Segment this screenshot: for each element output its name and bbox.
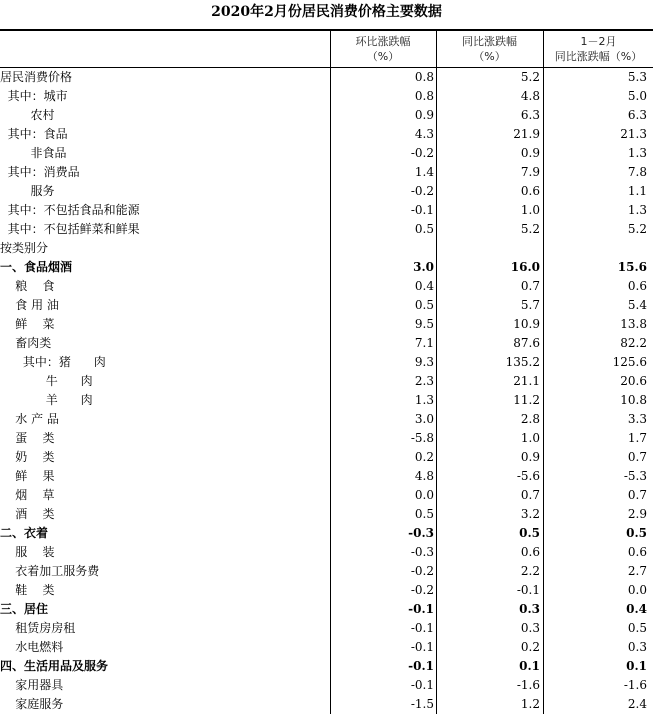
row-mom-value: 2.3 — [414, 374, 434, 388]
row-mom-value: 9.3 — [414, 355, 434, 369]
row-mom-value: 0.9 — [414, 108, 434, 122]
row-mom-value: -5.8 — [410, 431, 434, 445]
row-mom-value: 0.2 — [414, 450, 434, 464]
row-yoy-value: 4.8 — [520, 89, 540, 103]
row-yoy-value: 10.9 — [513, 317, 540, 331]
row-mom-value: 1.4 — [414, 165, 434, 179]
row-yoy-value: 1.2 — [520, 697, 540, 711]
table-row — [0, 410, 653, 429]
row-label: 服 装 — [0, 545, 55, 559]
table-row — [0, 562, 653, 581]
header-mom-line2: （%） — [366, 50, 400, 63]
row-label: 鲜 菜 — [0, 317, 55, 331]
row-label: 一、食品烟酒 — [0, 260, 73, 274]
row-label: 其中：食品 — [0, 127, 68, 141]
row-ytd-value: 0.5 — [626, 526, 647, 540]
page-title: 2020年2月份居民消费价格主要数据 — [211, 4, 442, 20]
table-row — [0, 581, 653, 600]
table-row — [0, 695, 653, 714]
row-ytd-value: 21.3 — [620, 127, 647, 141]
row-yoy-value: 21.9 — [513, 127, 540, 141]
row-yoy-value: 87.6 — [513, 336, 540, 350]
row-mom-value: -1.5 — [410, 697, 434, 711]
row-ytd-value: 13.8 — [620, 317, 647, 331]
row-mom-value: -0.1 — [410, 203, 434, 217]
row-label: 家用器具 — [0, 678, 64, 692]
row-ytd-value: 20.6 — [620, 374, 647, 388]
table-row — [0, 372, 653, 391]
row-ytd-value: 5.3 — [627, 70, 647, 84]
table-row — [0, 125, 653, 144]
row-label: 按类别分 — [0, 241, 49, 255]
row-ytd-value: 10.8 — [620, 393, 647, 407]
row-yoy-value: 5.2 — [520, 222, 540, 236]
row-label: 其中：不包括鲜菜和鲜果 — [0, 222, 140, 236]
table-row — [0, 106, 653, 125]
row-label: 租赁房房租 — [0, 621, 76, 635]
table-header — [0, 31, 653, 68]
table-row — [0, 600, 653, 619]
table-row — [0, 543, 653, 562]
row-ytd-value: 2.7 — [627, 564, 647, 578]
row-label: 奶 类 — [0, 450, 55, 464]
row-mom-value: -0.3 — [408, 526, 434, 540]
table-row — [0, 524, 653, 543]
row-label: 鲜 果 — [0, 469, 55, 483]
row-yoy-value: 6.3 — [520, 108, 540, 122]
row-yoy-value: -0.1 — [516, 583, 540, 597]
row-yoy-value: 0.7 — [520, 488, 540, 502]
row-ytd-value: 3.3 — [627, 412, 647, 426]
row-mom-value: 4.8 — [414, 469, 434, 483]
row-mom-value: -0.3 — [410, 545, 434, 559]
row-label: 居民消费价格 — [0, 70, 73, 84]
row-ytd-value: 2.9 — [627, 507, 647, 521]
cpi-table — [0, 29, 653, 714]
row-label: 非食品 — [0, 146, 67, 160]
row-label: 水 产 品 — [0, 412, 59, 426]
row-ytd-value: 15.6 — [617, 260, 647, 274]
row-ytd-value: -5.3 — [623, 469, 647, 483]
row-yoy-value: 0.9 — [520, 146, 540, 160]
table-row — [0, 448, 653, 467]
row-yoy-value: 21.1 — [513, 374, 540, 388]
row-yoy-value: 0.7 — [520, 279, 540, 293]
row-ytd-value: 0.7 — [627, 488, 647, 502]
table-row — [0, 315, 653, 334]
row-mom-value: -0.1 — [410, 621, 434, 635]
table-row — [0, 638, 653, 657]
table-row — [0, 486, 653, 505]
row-label: 蛋 类 — [0, 431, 55, 445]
row-label: 食 用 油 — [0, 298, 59, 312]
row-mom-value: -0.1 — [408, 602, 434, 616]
table-row — [0, 239, 653, 258]
row-ytd-value: 0.4 — [626, 602, 647, 616]
table-row — [0, 144, 653, 163]
row-label: 农村 — [0, 108, 55, 122]
row-mom-value: -0.2 — [410, 146, 434, 160]
row-mom-value: -0.2 — [410, 564, 434, 578]
table-row — [0, 353, 653, 372]
row-mom-value: 0.8 — [414, 89, 434, 103]
table-row — [0, 87, 653, 106]
row-label: 家庭服务 — [0, 697, 64, 711]
row-ytd-value: 5.0 — [627, 89, 647, 103]
header-mom — [331, 34, 435, 64]
row-yoy-value: -1.6 — [516, 678, 540, 692]
row-yoy-value: 1.0 — [520, 431, 540, 445]
row-ytd-value: 2.4 — [627, 697, 647, 711]
header-yoy-line2: （%） — [473, 50, 506, 63]
row-yoy-value: 0.3 — [520, 621, 540, 635]
row-ytd-value: 5.4 — [627, 298, 647, 312]
table-row — [0, 676, 653, 695]
row-ytd-value: 0.5 — [627, 621, 647, 635]
table-row — [0, 182, 653, 201]
table-row — [0, 68, 653, 87]
row-yoy-value: -5.6 — [516, 469, 540, 483]
row-mom-value: 0.5 — [414, 507, 434, 521]
row-label: 衣着加工服务费 — [0, 564, 100, 578]
row-ytd-value: 0.6 — [627, 279, 647, 293]
row-label: 三、居住 — [0, 602, 49, 616]
row-yoy-value: 5.2 — [520, 70, 540, 84]
row-mom-value: -0.1 — [410, 640, 434, 654]
row-label: 其中：不包括食品和能源 — [0, 203, 140, 217]
row-mom-value: 9.5 — [414, 317, 434, 331]
table-row — [0, 163, 653, 182]
row-label: 烟 草 — [0, 488, 55, 502]
row-mom-value: 0.4 — [414, 279, 434, 293]
header-yoy-line1: 同比涨跌幅 — [462, 35, 517, 48]
row-yoy-value: 3.2 — [520, 507, 540, 521]
row-yoy-value: 0.5 — [519, 526, 540, 540]
row-ytd-value: 7.8 — [627, 165, 647, 179]
row-ytd-value: 1.1 — [627, 184, 647, 198]
row-label: 其中：消费品 — [0, 165, 80, 179]
row-yoy-value: 135.2 — [505, 355, 540, 369]
table-body — [0, 68, 653, 714]
row-yoy-value: 16.0 — [510, 260, 540, 274]
row-yoy-value: 7.9 — [520, 165, 540, 179]
header-ytd-line1: 1－2月 — [580, 35, 617, 48]
row-ytd-value: 0.0 — [627, 583, 647, 597]
row-ytd-value: 0.6 — [627, 545, 647, 559]
table-row — [0, 201, 653, 220]
row-mom-value: 0.5 — [414, 298, 434, 312]
table-row — [0, 258, 653, 277]
row-yoy-value: 0.6 — [520, 184, 540, 198]
row-mom-value: -0.2 — [410, 184, 434, 198]
table-row — [0, 296, 653, 315]
row-mom-value: -0.1 — [410, 678, 434, 692]
row-ytd-value: 5.2 — [627, 222, 647, 236]
header-ytd-line2: 同比涨跌幅（%） — [554, 50, 643, 63]
row-yoy-value: 2.2 — [520, 564, 540, 578]
row-ytd-value: 0.7 — [627, 450, 647, 464]
row-mom-value: 3.0 — [414, 412, 434, 426]
row-yoy-value: 0.2 — [520, 640, 540, 654]
table-row — [0, 429, 653, 448]
row-mom-value: 0.0 — [414, 488, 434, 502]
row-label: 服务 — [0, 184, 55, 198]
row-mom-value: -0.2 — [410, 583, 434, 597]
row-label: 水电燃料 — [0, 640, 64, 654]
table-row — [0, 391, 653, 410]
row-yoy-value: 1.0 — [520, 203, 540, 217]
row-ytd-value: 0.3 — [627, 640, 647, 654]
header-ytd — [544, 34, 653, 64]
row-yoy-value: 0.6 — [520, 545, 540, 559]
row-yoy-value: 11.2 — [513, 393, 540, 407]
row-label: 牛 肉 — [0, 374, 93, 388]
table-row — [0, 467, 653, 486]
row-yoy-value: 0.3 — [519, 602, 540, 616]
header-yoy — [437, 34, 542, 64]
row-ytd-value: 1.3 — [627, 146, 647, 160]
row-mom-value: 0.8 — [414, 70, 434, 84]
table-row — [0, 619, 653, 638]
row-label: 酒 类 — [0, 507, 55, 521]
row-label: 鞋 类 — [0, 583, 55, 597]
row-label: 二、衣着 — [0, 526, 49, 540]
row-ytd-value: 125.6 — [612, 355, 647, 369]
row-mom-value: 0.5 — [414, 222, 434, 236]
row-mom-value: 1.3 — [414, 393, 434, 407]
row-ytd-value: 0.1 — [626, 659, 647, 673]
row-yoy-value: 2.8 — [520, 412, 540, 426]
table-row — [0, 277, 653, 296]
row-ytd-value: 82.2 — [620, 336, 647, 350]
row-mom-value: 3.0 — [413, 260, 434, 274]
row-ytd-value: 6.3 — [627, 108, 647, 122]
row-yoy-value: 0.9 — [520, 450, 540, 464]
row-ytd-value: 1.7 — [627, 431, 647, 445]
table-row — [0, 505, 653, 524]
row-label: 四、生活用品及服务 — [0, 659, 109, 673]
row-yoy-value: 0.1 — [519, 659, 540, 673]
row-mom-value: -0.1 — [408, 659, 434, 673]
row-label: 粮 食 — [0, 279, 55, 293]
table-row — [0, 657, 653, 676]
table-row — [0, 334, 653, 353]
row-label: 羊 肉 — [0, 393, 93, 407]
header-mom-line1: 环比涨跌幅 — [355, 35, 411, 48]
row-label: 其中：猪 肉 — [0, 355, 106, 369]
row-mom-value: 7.1 — [414, 336, 434, 350]
row-mom-value: 4.3 — [414, 127, 434, 141]
row-yoy-value: 5.7 — [520, 298, 540, 312]
row-label: 其中：城市 — [0, 89, 68, 103]
row-ytd-value: 1.3 — [627, 203, 647, 217]
row-label: 畜肉类 — [0, 336, 52, 350]
table-row — [0, 220, 653, 239]
row-ytd-value: -1.6 — [623, 678, 647, 692]
